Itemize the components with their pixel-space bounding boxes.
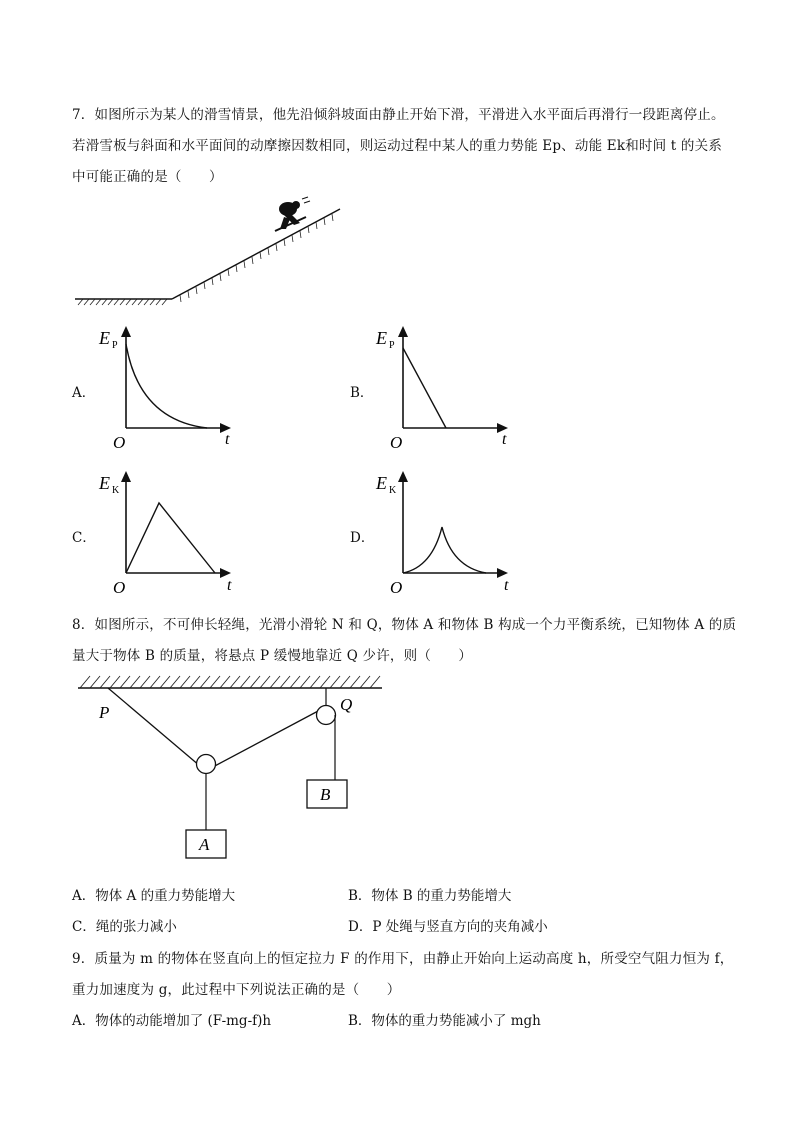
graph-b-x-axis-label: t (502, 431, 507, 448)
pulley-diagram (70, 670, 390, 865)
q7-option-b-label[interactable]: B． (350, 385, 374, 401)
block-b-label: B (320, 785, 331, 804)
q7-graph-c (95, 467, 245, 597)
graph-c-origin: O (113, 578, 126, 597)
graph-c-x-axis-label: t (227, 577, 232, 594)
q7-option-c-label[interactable]: C． (72, 530, 96, 546)
graph-d-y-axis-label: E (376, 473, 387, 493)
ski-slope-figure (70, 195, 360, 310)
q9-option-b[interactable]: B．物体的重力势能减小了 mgh (348, 1013, 541, 1029)
q9-text-line-2: 重力加速度为 g，此过程中下列说法正确的是（ ） (72, 982, 401, 998)
graph-a-x-axis-label: t (225, 431, 230, 448)
graph-a-y-axis-label: E (99, 328, 110, 348)
graph-d-x-axis-label: t (504, 577, 509, 594)
q7-text-line-2: 若滑雪板与斜面和水平面间的动摩擦因数相同，则运动过程中某人的重力势能 Ep、动能 Ek和时间 t 的关系 (72, 138, 723, 154)
q7-option-a-label[interactable]: A． (72, 385, 96, 401)
q8-option-d[interactable]: D．P 处绳与竖直方向的夹角减小 (348, 919, 548, 935)
q7-text-line-1: 7．如图所示为某人的滑雪情景，他先沿倾斜坡面由静止开始下滑，平滑进入水平面后再滑行一段距离停止。 (72, 107, 725, 123)
q7-option-d-label[interactable]: D． (350, 530, 375, 546)
graph-b-y-axis-sub: P (389, 340, 395, 351)
graph-a-y-axis-sub: P (112, 340, 118, 351)
point-q-label: Q (340, 695, 353, 714)
graph-c-y-axis-label: E (99, 473, 110, 493)
graph-b-y-axis-label: E (376, 328, 387, 348)
q7-graph-a (95, 322, 245, 452)
graph-c-y-axis-sub: K (112, 485, 120, 496)
q9-text-line-1: 9．质量为 m 的物体在竖直向上的恒定拉力 F 的作用下，由静止开始向上运动高度 h，所受空气阻力恒为 f， (72, 951, 734, 967)
q7-graph-b (372, 322, 522, 452)
point-p-label: P (99, 703, 110, 722)
q8-option-a[interactable]: A．物体 A 的重力势能增大 (72, 888, 236, 904)
q8-option-b[interactable]: B．物体 B 的重力势能增大 (348, 888, 512, 904)
graph-d-origin: O (390, 578, 403, 597)
q8-text-line-1: 8．如图所示，不可伸长轻绳，光滑小滑轮 N 和 Q，物体 A 和物体 B 构成一个力平衡系统，已知物体 A 的质 (72, 617, 737, 633)
q7-graph-d (372, 467, 522, 597)
block-a-label: A (199, 835, 210, 854)
q8-option-c[interactable]: C．绳的张力减小 (72, 919, 177, 935)
graph-a-origin: O (113, 433, 126, 452)
skier-icon (275, 197, 310, 231)
q9-option-a[interactable]: A．物体的动能增加了 (F-mg-f)h (72, 1013, 272, 1029)
q7-text-line-3: 中可能正确的是（ ） (72, 169, 223, 185)
graph-d-y-axis-sub: K (389, 485, 397, 496)
graph-b-origin: O (390, 433, 403, 452)
q8-text-line-2: 量大于物体 B 的质量，将悬点 P 缓慢地靠近 Q 少许，则（ ） (72, 648, 473, 664)
